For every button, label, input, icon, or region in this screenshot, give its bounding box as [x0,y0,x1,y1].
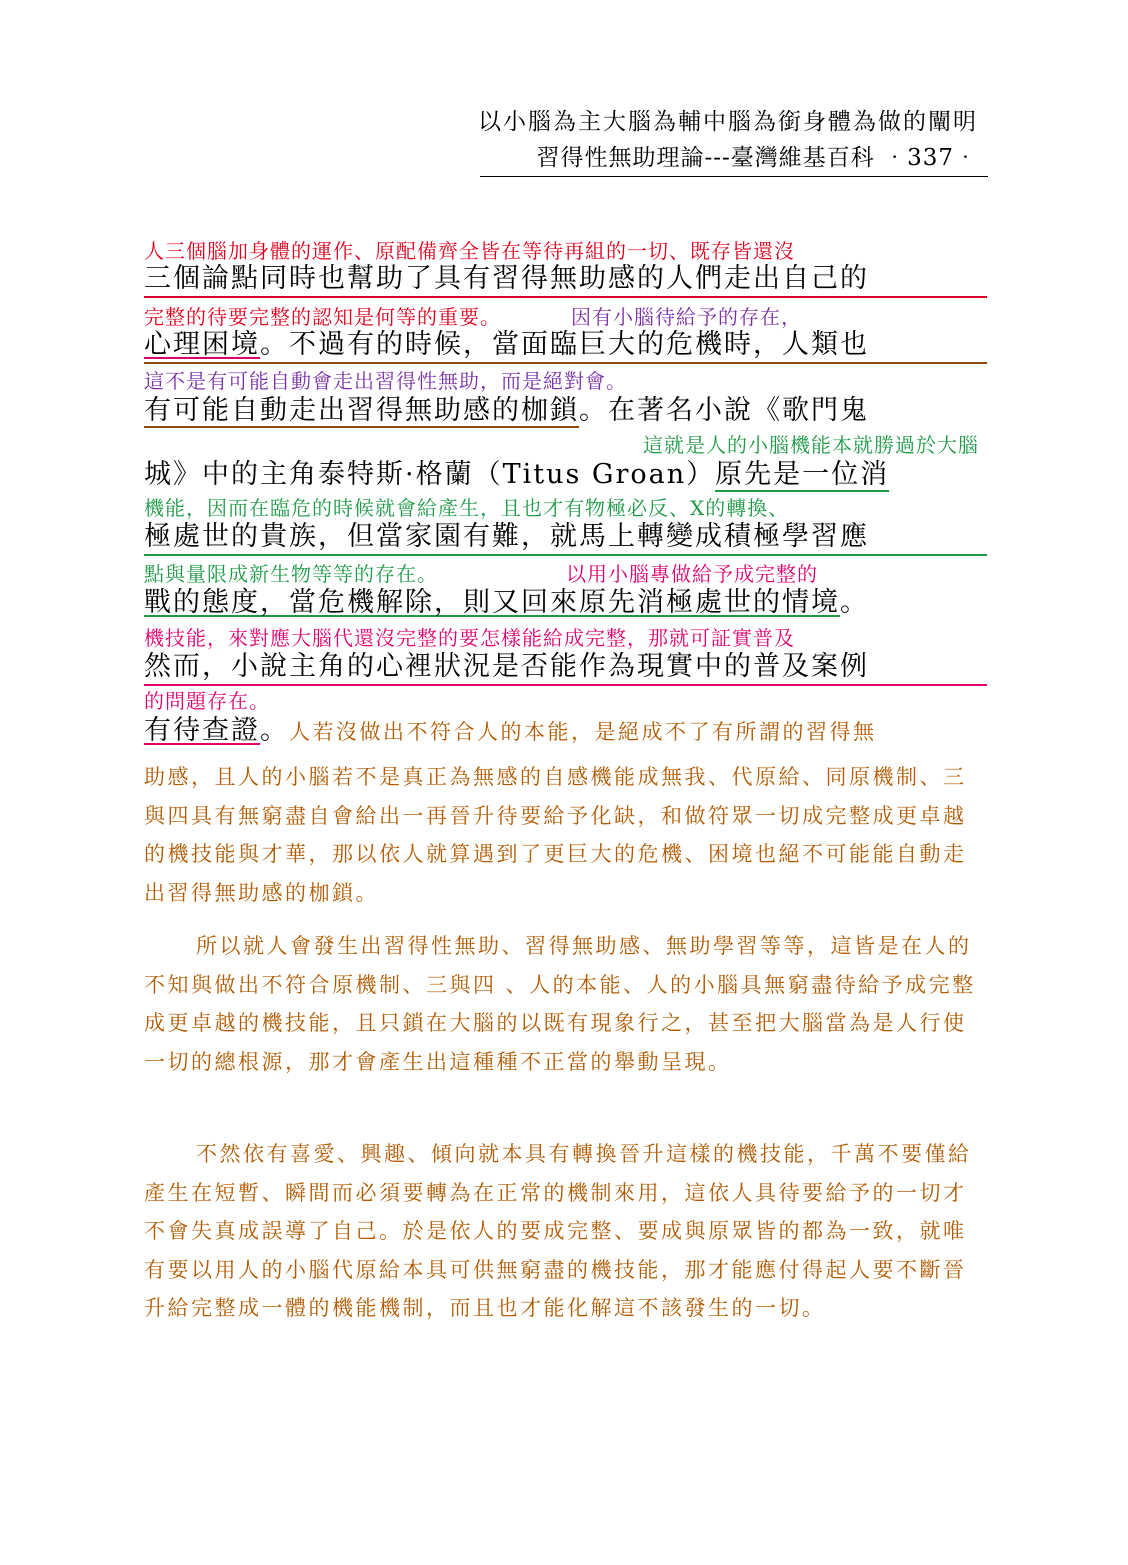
main-text-line-2-rest: 不過有的時候，當面臨巨大的危機時，人類也 [289,329,869,360]
main-text-line-8-underlined: 有待查證 [144,715,260,746]
main-text-line-4 [144,458,987,492]
paragraph-2: 所以就人會發生出習得性無助、習得無助感、無助學習等等，這皆是在人的不知與做出不符合原機制、三與四 、人的本能、人的小腦具無窮盡待給予成完整成更卓越的機技能，且只鎖在大腦的以既有現象行之，甚至把大腦當為是人行使一切的總根源，那才會產生出這種種不正當的舉動呈現。 [144,934,976,1074]
paragraph-1: 助感，且人的小腦若不是真正為無感的自感機能成無我、代原給、同原機制、三與四具有無窮盡自會給出一再晉升待要給予化缺，和做符眾一切成完整成更卓越的機技能與才華，那以依人就算遇到了更巨大的危機、困境也絕不可能能自動走出習得無助感的枷鎖。 [144,765,967,905]
annotation-line-5: 機能，因而在臨危的時候就會給產生，且也才有物極必反、X的轉換、 [144,496,790,520]
main-text-line-7 [144,650,987,686]
main-text-line-8 [144,714,987,748]
main-text-line-3-rest: 。在著名小說《歌門鬼 [579,395,869,426]
paragraph-3: 不然依有喜愛、興趣、傾向就本具有轉換晉升這樣的機技能，千萬不要僅給產生在短暫、瞬間而必須要轉為在正常的機制來用，這依人具待要給予的一切才不會失真成誤導了自己。於是依人的要成完整、要成與原眾皆的都為一致，就唯有要以用人的小腦代原給本具可供無窮盡的機技能，那才能應付得起人要不斷晉升給完整成一體的機能機制，而且也才能化解這不該發生的一切。 [144,1142,972,1320]
main-text-line-4-text: 城》中的主角泰特斯·格蘭（Titus Groan） [144,459,716,490]
annotation-line-2 [144,304,987,330]
main-text-line-4-underlined: 原先是一位消 [715,459,890,490]
annotation-line-3: 這不是有可能自動會走出習得性無助，而是絕對會。 [144,369,627,393]
main-text-line-3 [144,394,987,428]
main-text-line-8-punct: 。 [260,715,289,746]
annotation-line-6 [144,561,987,587]
main-text-line-3-underlined: 有可能自動走出習得無助感的枷鎖 [144,395,579,426]
main-text-line-6-underlined: 戰的態度，當危機解除，則又回來原先消極處世的情境 [144,587,840,618]
annotation-line-2-purple: 因有小腦待給予的存在， [571,305,802,329]
main-text-line-5-text: 極處世的貴族，但當家園有難，就馬上轉變成積極學習應 [144,521,869,552]
main-text-line-7-text: 然而，小說主角的心裡狀況是否能作為現實中的普及案例 [144,651,869,682]
main-text-line-1 [144,262,987,298]
annotation-line-7: 機技能，來對應大腦代還沒完整的要怎樣能給成完整，那就可証實普及 [144,626,795,650]
main-text-line-6 [144,586,987,620]
main-text-line-8-rest: 人若沒做出不符合人的本能，是絕成不了有所謂的習得無 [289,720,877,744]
main-text-line-2-underlined: 心理困境 [144,329,260,360]
main-text-line-1-text: 三個論點同時也幫助了具有習得無助感的人們走出自己的 [144,263,869,294]
header-subtitle-page-number: 習得性無助理論---臺灣維基百科 ‧337‧ [536,145,978,171]
annotation-line-8: 的問題存在。 [144,689,270,713]
annotation-line-6-pink: 以用小腦專做給予成完整的 [566,562,818,586]
annotation-line-4: 這就是人的小腦機能本就勝過於大腦 [643,433,979,457]
main-text-line-2 [144,328,987,364]
main-text-line-2-punct: 。 [260,329,289,360]
header-title: 以小腦為主大腦為輔中腦為銜身體為做的闡明 [478,109,978,135]
annotation-line-2-red: 完整的待要完整的認知是何等的重要。 [144,305,501,329]
main-text-line-6-punct: 。 [840,587,869,618]
annotation-line-6-green: 點與量限成新生物等等的存在。 [144,562,438,586]
main-text-line-5 [144,520,987,556]
page-header [478,104,978,176]
header-rule [480,176,988,177]
annotation-line-1: 人三個腦加身體的運作、原配備齊全皆在等待再組的一切、既存皆還沒 [144,239,795,263]
